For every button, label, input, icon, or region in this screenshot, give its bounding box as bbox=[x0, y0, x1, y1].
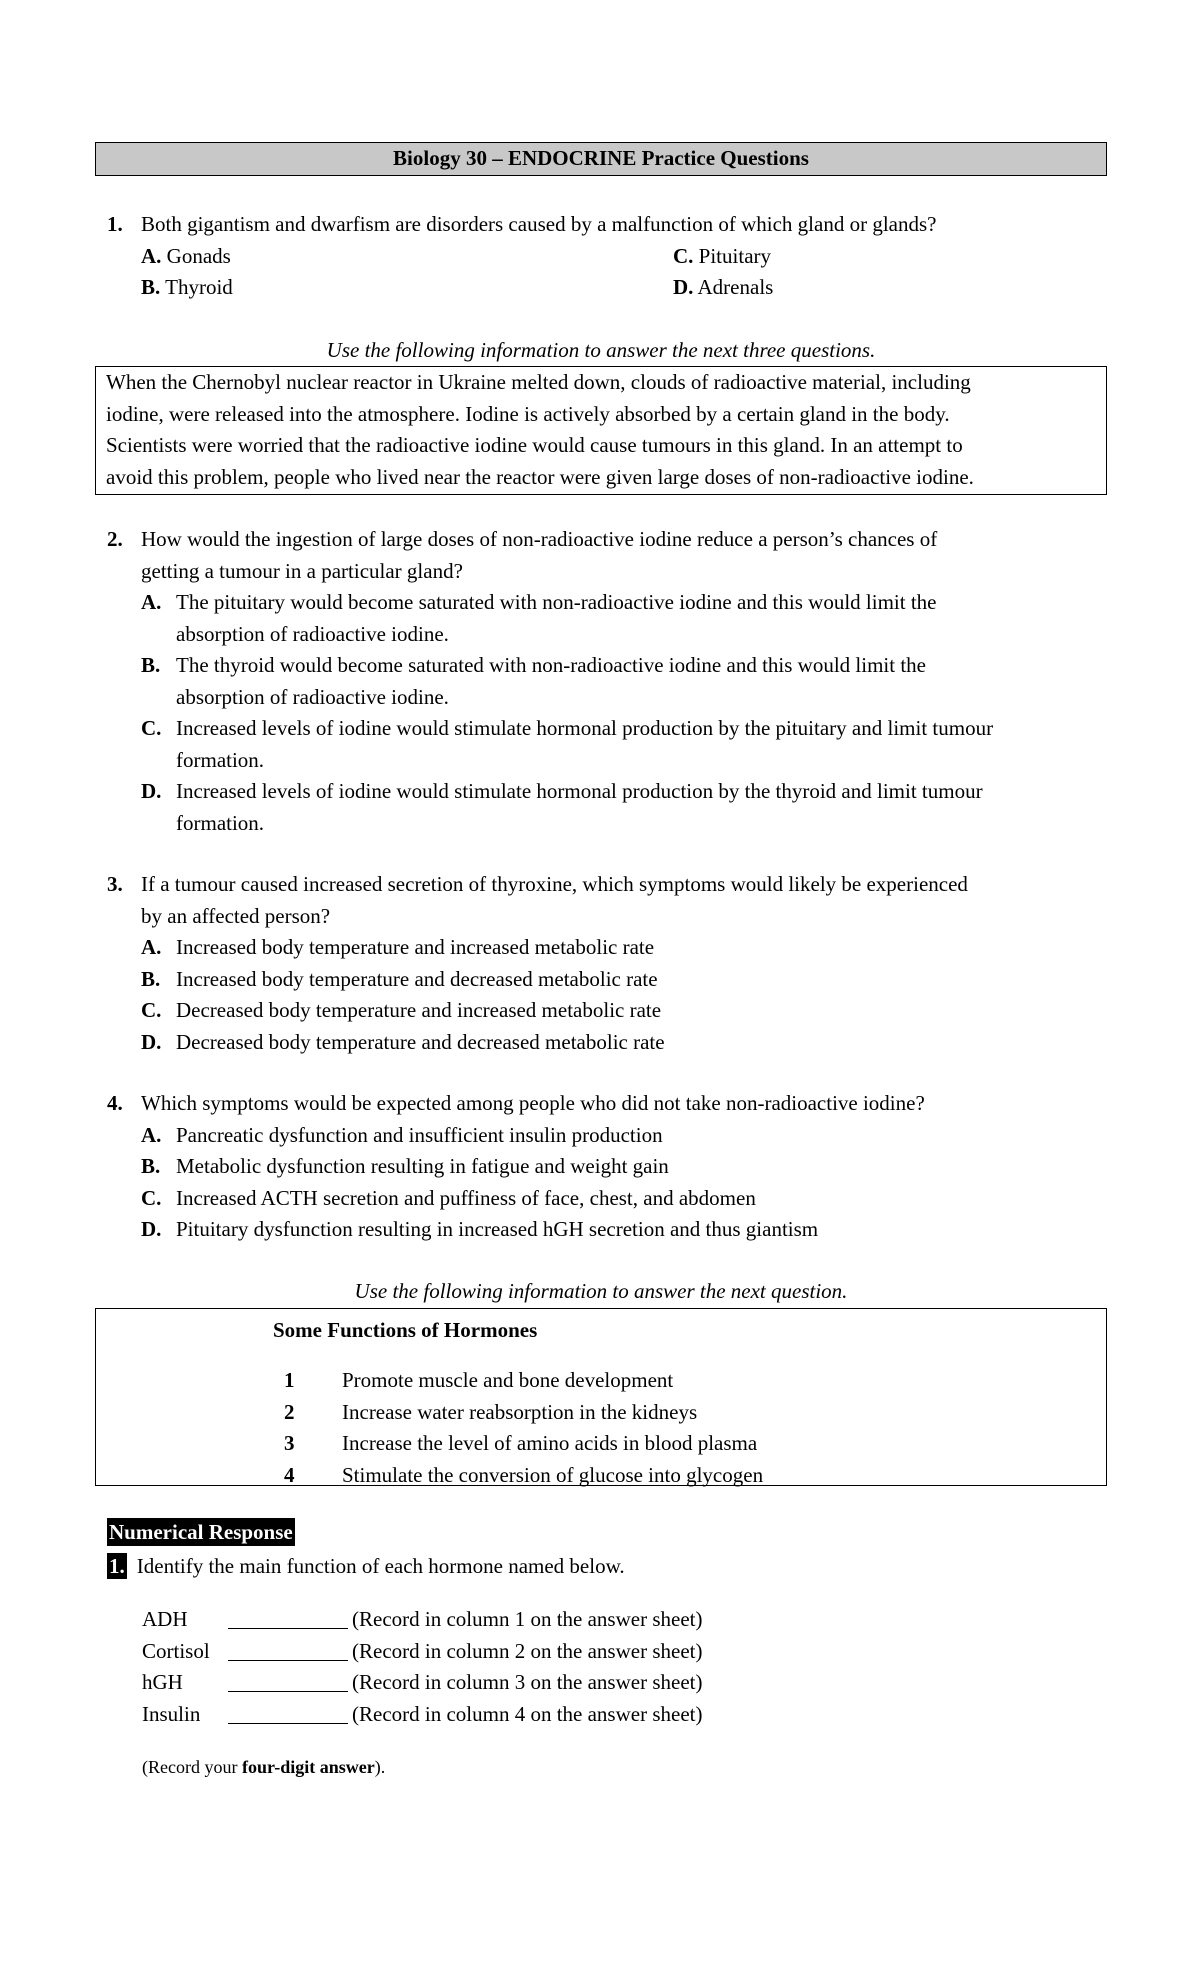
info-line: iodine, were released into the atmosphere. Iodine is actively absorbed by a certain gland in the body. bbox=[106, 401, 950, 426]
hormone-function-row: 2 Increase water reabsorption in the kidneys bbox=[284, 1399, 698, 1424]
answer-blank bbox=[228, 1699, 348, 1724]
options-row bbox=[141, 272, 1107, 304]
question-stem: If a tumour caused increased secretion of thyroxine, which symptoms would likely be experienced by an affected person? bbox=[141, 872, 968, 928]
numerical-response-heading: Numerical Response bbox=[109, 1520, 293, 1544]
question-stem: How would the ingestion of large doses of non-radioactive iodine reduce a person’s chances of getting a tumour in a particular gland? bbox=[141, 527, 938, 583]
question-2 bbox=[107, 524, 1107, 839]
chernobyl-info-box bbox=[95, 366, 1107, 495]
numerical-response-question: 1. Identify the main function of each hormone named below. bbox=[109, 1554, 625, 1578]
option-d: D. Increased levels of iodine would stimulate hormonal production by the thyroid and limit tumour formation. bbox=[141, 779, 983, 835]
info-line: When the Chernobyl nuclear reactor in Ukraine melted down, clouds of radioactive material, including bbox=[106, 370, 971, 394]
info-intro: Use the following information to answer the next three questions. bbox=[326, 338, 876, 362]
hormone-box-title: Some Functions of Hormones bbox=[273, 1318, 538, 1342]
question-number: 4. bbox=[107, 1091, 123, 1115]
option-b: B. Metabolic dysfunction resulting in fatigue and weight gain bbox=[141, 1154, 669, 1178]
record-row: hGH (Record in column 3 on the answer sheet) bbox=[142, 1667, 1042, 1699]
hormone-function-row: 4 Stimulate the conversion of glucose into glycogen bbox=[284, 1462, 764, 1487]
answer-blank bbox=[228, 1604, 348, 1629]
answer-blank bbox=[228, 1636, 348, 1661]
question-stem: Both gigantism and dwarfism are disorders caused by a malfunction of which gland or glands? bbox=[141, 212, 937, 236]
option-d: D. Adrenals bbox=[673, 275, 774, 299]
question-3 bbox=[107, 869, 1107, 1058]
option-a: A. Gonads bbox=[141, 243, 231, 268]
question-number: 1. bbox=[107, 212, 123, 236]
numerical-question-number: 1. bbox=[109, 1554, 125, 1578]
info-intro: Use the following information to answer the next question. bbox=[354, 1279, 848, 1303]
option-a: A. The pituitary would become saturated with non-radioactive iodine and this would limit the absorption of radioactive iodine. bbox=[141, 590, 937, 646]
record-answer-note: (Record your four-digit answer). bbox=[142, 1757, 386, 1777]
page-title: Biology 30 – ENDOCRINE Practice Questions bbox=[95, 142, 1107, 176]
option-c: C. Increased levels of iodine would stimulate hormonal production by the pituitary and limit tumour formation. bbox=[141, 716, 994, 772]
option-c: C. Decreased body temperature and increased metabolic rate bbox=[141, 998, 662, 1022]
option-d: D. Decreased body temperature and decreased metabolic rate bbox=[141, 1029, 665, 1054]
option-c: C. Increased ACTH secretion and puffiness of face, chest, and abdomen bbox=[141, 1185, 756, 1210]
hormone-functions-box bbox=[95, 1308, 1107, 1486]
hormone-function-row: 1 Promote muscle and bone development bbox=[284, 1368, 674, 1392]
info-line: Scientists were worried that the radioactive iodine would cause tumours in this gland. In an attempt to bbox=[106, 433, 963, 457]
option-b: B. The thyroid would become saturated with non-radioactive iodine and this would limit the absorption of radioactive iodine. bbox=[141, 653, 926, 709]
answer-blank bbox=[228, 1667, 348, 1692]
question-stem: Which symptoms would be expected among people who did not take non-radioactive iodine? bbox=[141, 1091, 925, 1115]
question-number: 3. bbox=[107, 872, 123, 896]
option-a: A. Pancreatic dysfunction and insufficient insulin production bbox=[141, 1122, 663, 1147]
record-row: Insulin (Record in column 4 on the answer sheet) bbox=[142, 1699, 1042, 1731]
info-line: avoid this problem, people who lived near the reactor were given large doses of non-radioactive iodine. bbox=[106, 464, 974, 489]
question-4 bbox=[107, 1088, 1107, 1246]
option-b: B. Increased body temperature and decreased metabolic rate bbox=[141, 966, 658, 991]
record-row: Cortisol (Record in column 2 on the answer sheet) bbox=[142, 1636, 1042, 1668]
option-b: B. Thyroid bbox=[141, 275, 233, 299]
question-1 bbox=[107, 209, 1107, 304]
options-row bbox=[141, 241, 1107, 273]
hormone-function-row: 3 Increase the level of amino acids in blood plasma bbox=[284, 1431, 758, 1455]
option-c: C. Pituitary bbox=[673, 243, 772, 268]
record-row: ADH (Record in column 1 on the answer sheet) bbox=[142, 1604, 1042, 1636]
question-number: 2. bbox=[107, 527, 123, 551]
option-a: A. Increased body temperature and increased metabolic rate bbox=[141, 935, 655, 959]
option-d: D. Pituitary dysfunction resulting in increased hGH secretion and thus giantism bbox=[141, 1217, 819, 1241]
